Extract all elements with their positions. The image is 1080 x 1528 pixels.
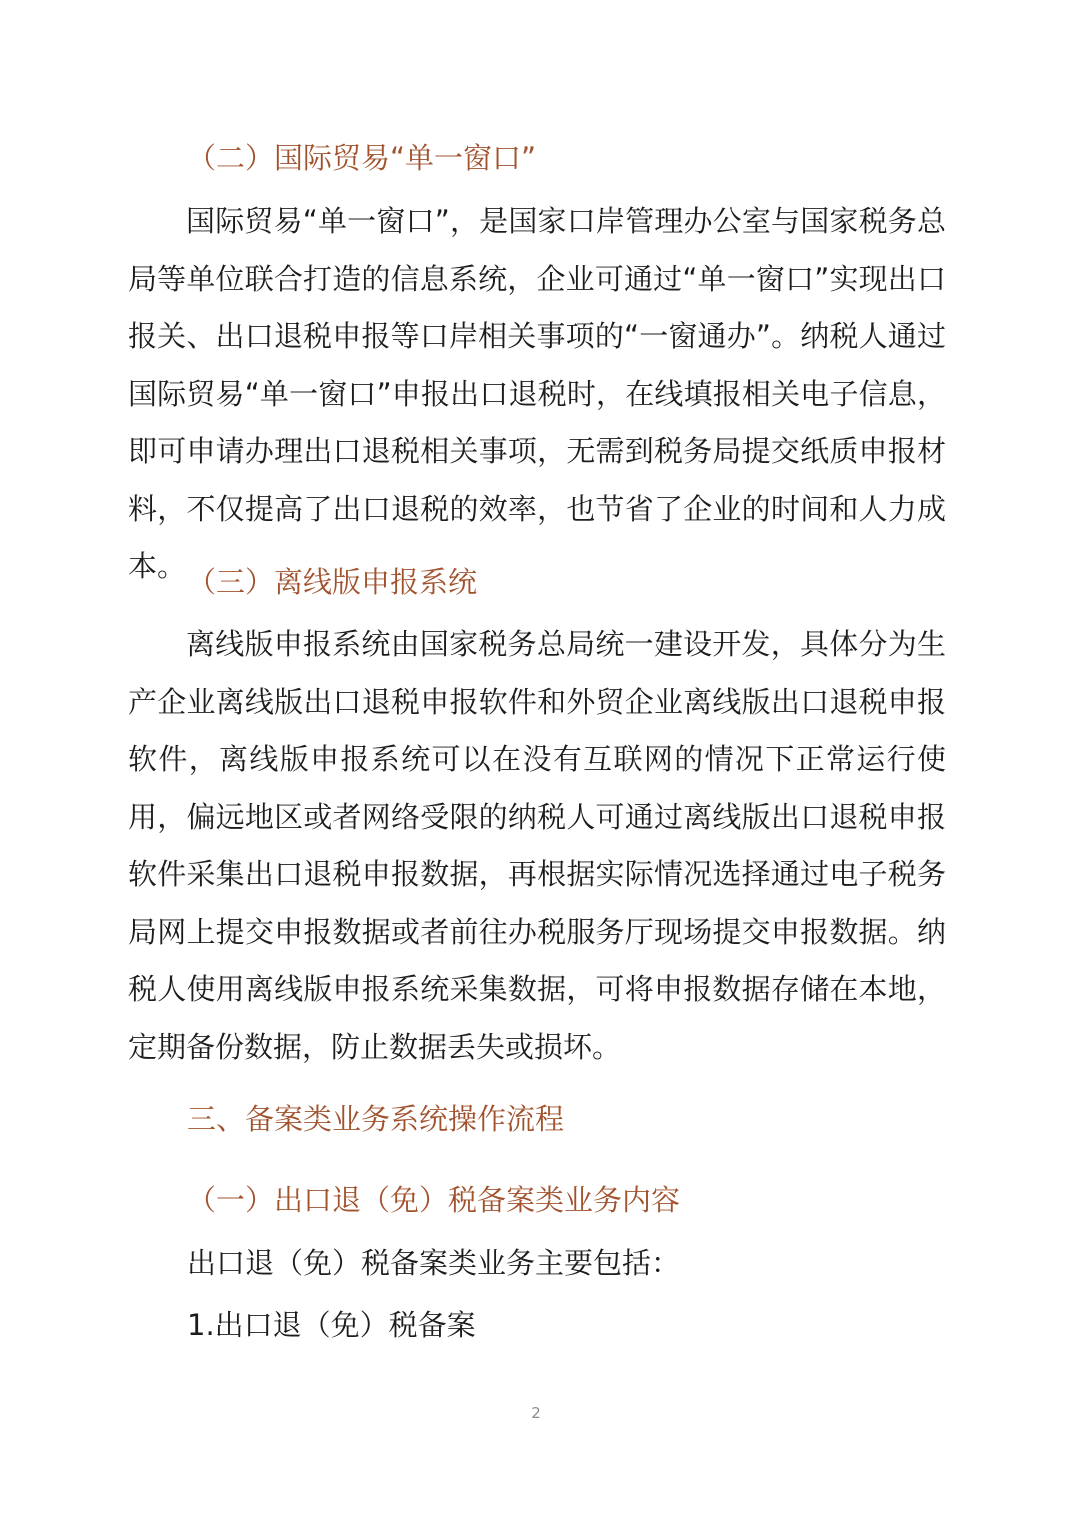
paragraph-single-window: 国际贸易“单一窗口”，是国家口岸管理办公室与国家税务总局等单位联合打造的信息系统，企业可通过“单一窗口”实现出口报关、出口退税申报等口岸相关事项的“一窗通办”。纳税人通过国际贸易“单一窗口”申报出口退税时，在线填报相关电子信息，即可申请办理出口退税相关事项，无需到税务局提交纸质申报材料，不仅提高了出口退税的效率，也节省了企业的时间和人力成本。 <box>128 204 946 583</box>
page-number: 2 <box>531 1404 541 1422</box>
heading-offline-system: （三）离线版申报系统 <box>187 565 478 599</box>
heading-filing-content: （一）出口退（免）税备案类业务内容 <box>187 1183 681 1217</box>
heading-single-window: （二）国际贸易“单一窗口” <box>187 141 537 175</box>
heading-filing-process: 三、备案类业务系统操作流程 <box>187 1102 565 1136</box>
filing-intro-text: 出口退（免）税备案类业务主要包括： <box>187 1246 681 1280</box>
filing-item-1: 1.出口退（免）税备案 <box>187 1308 476 1342</box>
paragraph-offline-system: 离线版申报系统由国家税务总局统一建设开发，具体分为生产企业离线版出口退税申报软件和外贸企业离线版出口退税申报软件，离线版申报系统可以在没有互联网的情况下正常运行使用，偏远地区或者网络受限的纳税人可通过离线版出口退税申报软件采集出口退税申报数据，再根据实际情况选择通过电子税务局网上提交申报数据或者前往办税服务厅现场提交申报数据。纳税人使用离线版申报系统采集数据，可将申报数据存储在本地，定期备份数据，防止数据丢失或损坏。 <box>128 627 946 1064</box>
